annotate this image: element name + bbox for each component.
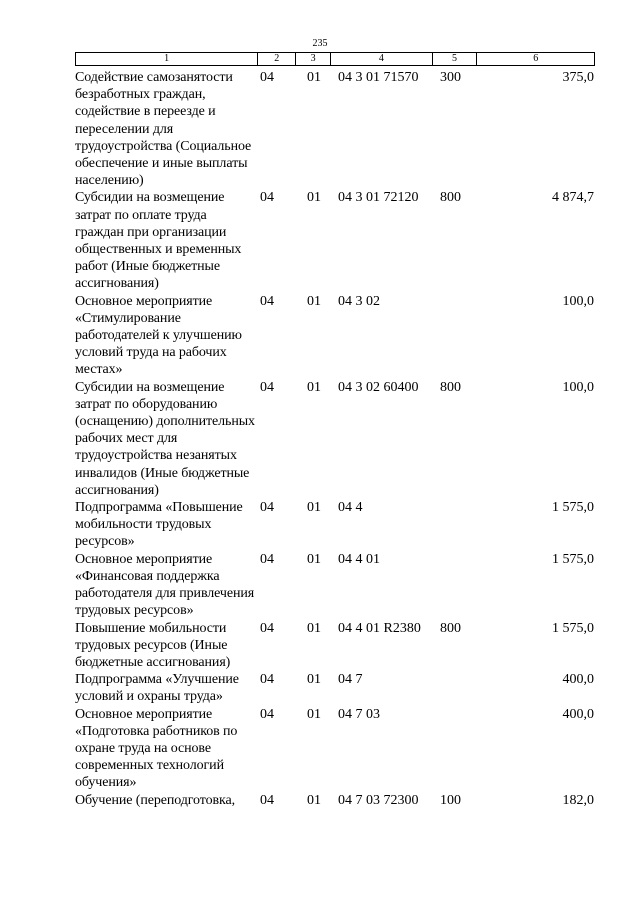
row-target-code: 04 3 02 [338,293,380,309]
row-name: Содействие самозанятости безработных граждан, содействие в переезде и переселении для трудоустройства (Социальное обеспечение и иные выплаты населению) [75,70,252,189]
page-number: 235 [312,38,328,49]
table-header-row [75,52,595,66]
row-name: Субсидии на возмещение затрат по оплате труда граждан при организации общественных и временных работ (Иные бюджетные ассигнования) [75,190,242,292]
row-name: Повышение мобильности трудовых ресурсов (Иные бюджетные ассигнования) [75,620,231,670]
row-name: Обучение (переподготовка, [75,792,236,808]
table-row [75,69,595,189]
row-target-code: 04 3 01 71570 [338,70,419,85]
row-section: 04 [260,620,274,636]
row-amount: 4 874,7 [552,190,594,206]
row-expense-type: 800 [440,620,461,636]
row-name: Основное мероприятие «Финансовая поддержка работодателя для привлечения трудовых ресурсов» [75,551,255,619]
column-header-6: 6 [533,53,539,64]
row-section: 04 [260,672,274,688]
row-name: Основное мероприятие «Подготовка работников по охране труда на основе современных технологий обучения» [75,706,238,791]
row-expense-type: 800 [440,190,461,206]
row-section: 04 [260,293,274,309]
row-name: Подпрограмма «Улучшение условий и охраны труда» [75,672,239,705]
row-amount: 182,0 [562,792,594,808]
row-subsection: 01 [307,70,321,85]
row-target-code: 04 3 01 72120 [338,190,419,206]
row-amount: 1 575,0 [552,551,594,567]
row-section: 04 [260,551,274,567]
table-row [75,706,595,792]
row-section: 04 [260,792,274,808]
row-target-code: 04 7 [338,672,363,688]
row-name: Субсидии на возмещение затрат по оборудованию (оснащению) дополнительных рабочих мест для трудоустройства незанятых инвалидов (Иные бюджетные ассигнования) [75,379,255,498]
row-section: 04 [260,70,274,85]
table-row [75,671,595,705]
row-subsection: 01 [307,293,321,309]
column-header-1: 1 [76,53,258,65]
row-target-code: 04 7 03 [338,706,380,722]
row-subsection: 01 [307,500,321,516]
row-target-code: 04 3 02 60400 [338,379,419,395]
row-expense-type: 800 [440,379,461,395]
column-header-4: 4 [331,53,433,65]
column-header-3: 3 [296,53,331,65]
budget-table-body [75,69,595,809]
row-amount: 400,0 [562,672,594,688]
table-row [75,189,595,292]
row-subsection: 01 [307,190,321,206]
row-section: 04 [260,190,274,206]
row-amount: 375,0 [562,70,594,85]
table-row [75,551,595,620]
row-amount: 1 575,0 [552,500,594,516]
row-name: Основное мероприятие «Стимулирование работодателей к улучшению условий труда на рабочих местах» [75,293,242,378]
row-target-code: 04 4 01 [338,551,380,567]
row-section: 04 [260,500,274,516]
row-subsection: 01 [307,620,321,636]
row-target-code: 04 4 [338,500,363,516]
table-row [75,499,595,551]
table-row [75,792,595,809]
row-subsection: 01 [307,379,321,395]
row-target-code: 04 4 01 R2380 [338,620,421,636]
row-expense-type: 100 [440,792,461,808]
table-row [75,293,595,379]
table-row [75,379,595,499]
row-subsection: 01 [307,551,321,567]
row-name: Подпрограмма «Повышение мобильности трудовых ресурсов» [75,500,243,550]
row-amount: 1 575,0 [552,620,594,636]
row-expense-type: 300 [440,70,461,85]
column-header-2: 2 [258,53,296,65]
row-amount: 400,0 [562,706,594,722]
row-amount: 100,0 [562,379,594,395]
table-row [75,620,595,672]
row-subsection: 01 [307,672,321,688]
row-subsection: 01 [307,792,321,808]
row-section: 04 [260,379,274,395]
row-target-code: 04 7 03 72300 [338,792,419,808]
row-subsection: 01 [307,706,321,722]
row-section: 04 [260,706,274,722]
column-header-5: 5 [433,53,478,65]
row-amount: 100,0 [562,293,594,309]
